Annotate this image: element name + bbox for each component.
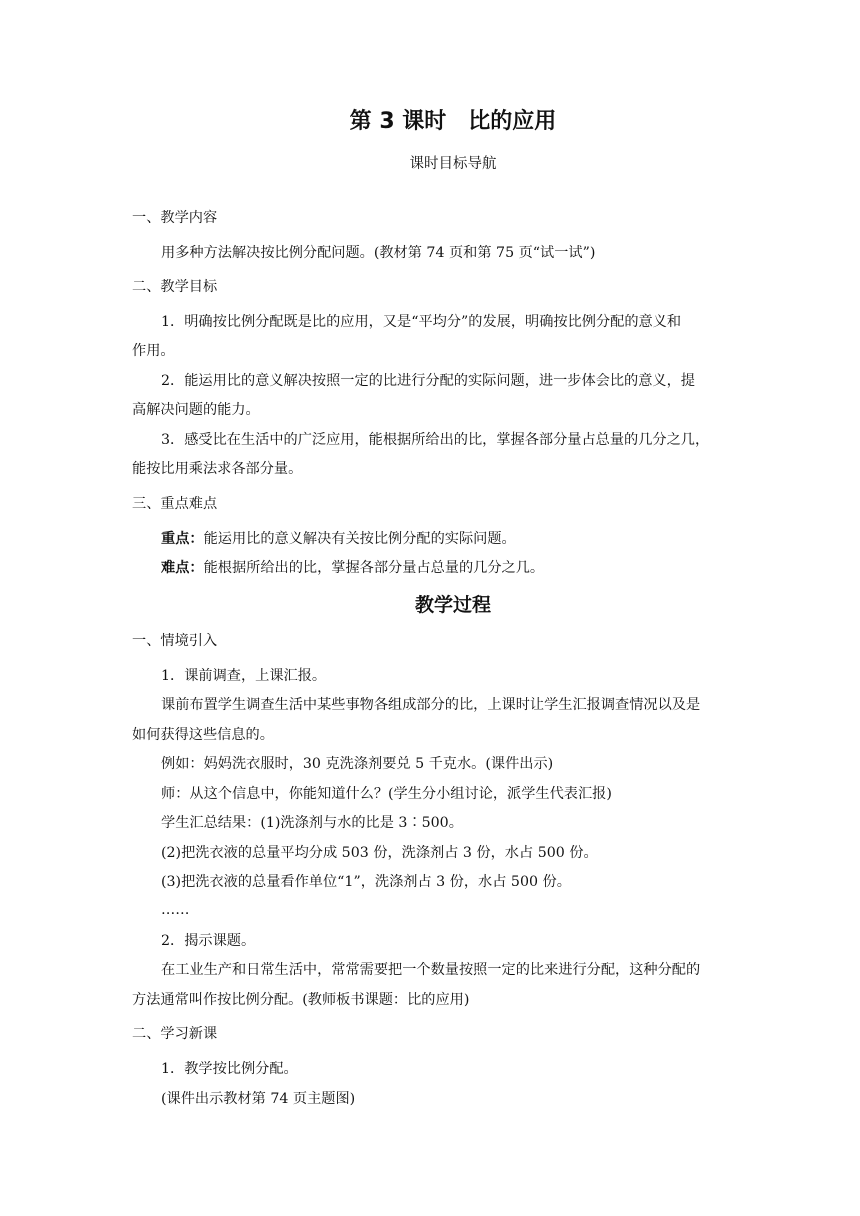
part2-step-1: 1．教学按比例分配。	[161, 1061, 298, 1077]
difficult-point	[161, 558, 761, 578]
key-point-text: 能运用比的意义解决有关按比例分配的实际问题。	[203, 531, 516, 547]
part1-paragraph-line-2: 如何获得这些信息的。	[132, 727, 274, 743]
teacher-line: 师：从这个信息中，你能知道什么？(学生分小组讨论，派学生代表汇报)	[161, 786, 612, 802]
section-heading-key-points: 三、重点难点	[132, 496, 218, 512]
goal-1-line-2: 作用。	[132, 343, 175, 359]
goal-2-line-1: 2．能运用比的意义解决按照一定的比进行分配的实际问题，进一步体会比的意义，提	[161, 373, 695, 389]
part2-heading: 二、学习新课	[132, 1026, 218, 1042]
part1-step-1: 1．课前调查，上课汇报。	[161, 668, 327, 684]
goal-3-line-1: 3．感受比在生活中的广泛应用，能根据所给出的比，掌握各部分量占总量的几分之几，	[161, 432, 710, 448]
result-3: (3)把洗衣液的总量看作单位“1”，洗涤剂占 3 份，水占 500 份。	[161, 874, 571, 890]
part1-heading: 一、情境引入	[132, 633, 218, 649]
process-title: 教学过程	[414, 594, 491, 616]
goal-2-line-2: 高解决问题的能力。	[132, 402, 260, 418]
part1-paragraph-2-line-2: 方法通常叫作按比例分配。(教师板书课题：比的应用)	[132, 992, 470, 1008]
ellipsis: ……	[161, 902, 190, 918]
part1-step-2: 2．揭示课题。	[161, 933, 256, 949]
section-heading-content: 一、教学内容	[132, 210, 218, 226]
result-2: (2)把洗衣液的总量平均分成 503 份，洗涤剂占 3 份，水占 500 份。	[161, 845, 598, 861]
lesson-subtitle: 课时目标导航	[409, 156, 497, 172]
difficult-point-label: 难点：	[161, 560, 204, 576]
key-point-label: 重点：	[161, 531, 204, 547]
example-line: 例如：妈妈洗衣服时，30 克洗涤剂要兑 5 千克水。(课件出示)	[161, 756, 554, 772]
content-paragraph: 用多种方法解决按比例分配问题。(教材第 74 页和第 75 页“试一试”)	[161, 245, 596, 261]
summary-line: 学生汇总结果：(1)洗涤剂与水的比是 3∶500。	[161, 815, 463, 831]
key-point	[161, 529, 761, 549]
part2-paragraph: (课件出示教材第 74 页主题图)	[161, 1091, 356, 1107]
section-heading-goals: 二、教学目标	[132, 279, 218, 295]
difficult-point-text: 能根据所给出的比，掌握各部分量占总量的几分之几。	[203, 560, 545, 576]
part1-paragraph-2-line-1: 在工业生产和日常生活中，常常需要把一个数量按照一定的比来进行分配，这种分配的	[161, 962, 701, 978]
part1-paragraph-line-1: 课前布置学生调查生活中某些事物各组成部分的比，上课时让学生汇报调查情况以及是	[161, 697, 701, 713]
lesson-title: 第 3 课时 比的应用	[349, 109, 557, 134]
goal-1-line-1: 1．明确按比例分配既是比的应用，又是“平均分”的发展，明确按比例分配的意义和	[161, 314, 682, 330]
goal-3-line-2: 能按比用乘法求各部分量。	[132, 461, 303, 477]
